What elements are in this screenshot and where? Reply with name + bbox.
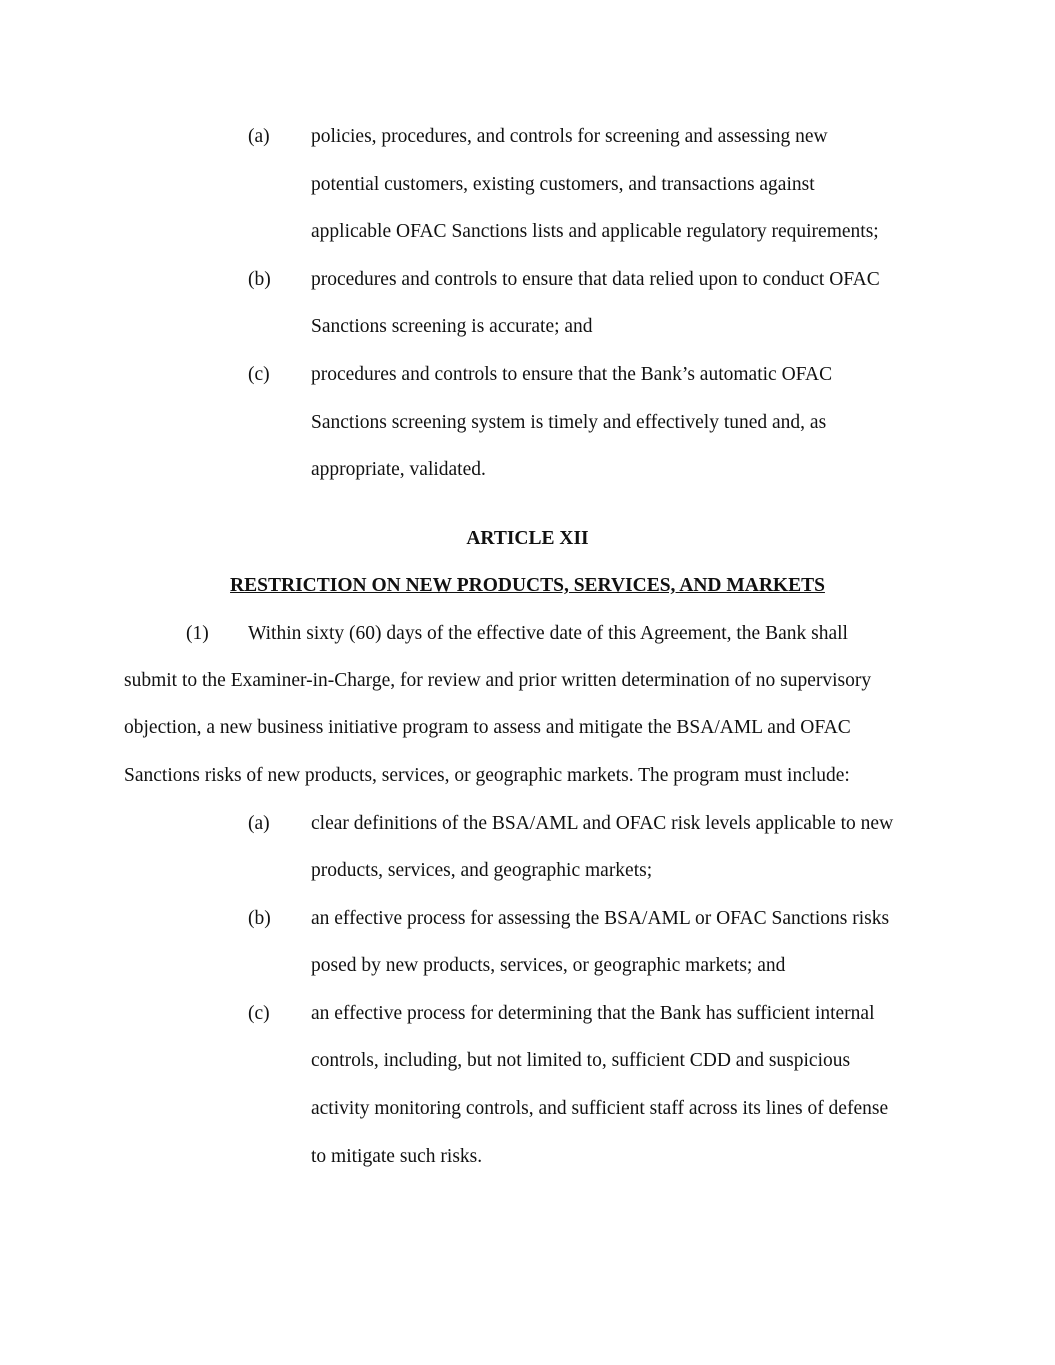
paragraph-line: objection, a new business initiative program to assess and mitigate the BSA/AML and OFAC (124, 717, 851, 738)
list-text-line: procedures and controls to ensure that the Bank’s automatic OFAC (311, 364, 833, 385)
article-number: ARTICLE XII (466, 528, 589, 549)
list-text-line: procedures and controls to ensure that data relied upon to conduct OFAC (311, 269, 880, 290)
paragraph-line: Within sixty (60) days of the effective date of this Agreement, the Bank shall (248, 623, 848, 644)
list-text-line: controls, including, but not limited to, sufficient CDD and suspicious (311, 1050, 851, 1071)
article-title: RESTRICTION ON NEW PRODUCTS, SERVICES, AND MARKETS (230, 575, 825, 596)
list-text-line: Sanctions screening is accurate; and (311, 316, 593, 337)
list-text-line: potential customers, existing customers, and transactions against (311, 174, 815, 195)
paragraph-line: submit to the Examiner-in-Charge, for review and prior written determination of no supervisory (124, 670, 872, 691)
list-text-line: an effective process for determining that the Bank has sufficient internal (311, 1003, 875, 1024)
list-label: (b) (248, 269, 271, 290)
list-text-line: an effective process for assessing the BSA/AML or OFAC Sanctions risks (311, 908, 890, 929)
list-text-line: Sanctions screening system is timely and effectively tuned and, as (311, 412, 827, 433)
paragraph-line: Sanctions risks of new products, services, or geographic markets. The program must include: (124, 765, 850, 786)
list-text-line: clear definitions of the BSA/AML and OFAC risk levels applicable to new (311, 813, 894, 834)
list-text-line: posed by new products, services, or geographic markets; and (311, 955, 786, 976)
list-text-line: applicable OFAC Sanctions lists and applicable regulatory requirements; (311, 221, 879, 242)
list-text-line: products, services, and geographic markets; (311, 860, 653, 881)
list-label: (a) (248, 813, 270, 834)
list-text-line: to mitigate such risks. (311, 1146, 483, 1167)
list-text-line: policies, procedures, and controls for screening and assessing new (311, 126, 828, 147)
list-label: (b) (248, 908, 271, 929)
list-label: (c) (248, 364, 270, 385)
list-label: (a) (248, 126, 270, 147)
paragraph-label: (1) (186, 623, 209, 644)
list-label: (c) (248, 1003, 270, 1024)
list-text-line: activity monitoring controls, and sufficient staff across its lines of defense (311, 1098, 889, 1119)
list-text-line: appropriate, validated. (311, 459, 486, 480)
